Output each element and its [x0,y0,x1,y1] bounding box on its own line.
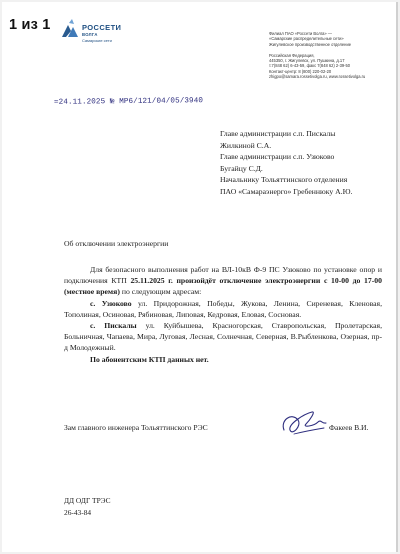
org-line: Российская Федерация, [269,52,315,58]
intro-text-end: по следующим адресам: [119,287,202,297]
ktp-note: По абонентским КТП данных нет. [90,354,209,364]
signer-position: Зам главного инженера Тольяттинского РЭС [64,423,208,432]
org-line: Филиал ПАО «Россети Волга» — [269,31,332,36]
addressee-block [220,128,398,198]
intro-text: Для безопасного выполнения работ на ВЛ-10кВ Ф-9 ПС Узюково по установке опор и подключения КТП [64,265,382,286]
org-line: т.7(848 62) 6-43-59, факс 7(848 62) 2-39-50 [269,63,351,69]
executor-phone: 26-43-84 [64,508,92,517]
intro-paragraph [64,264,382,298]
village-paragraph [64,320,382,354]
addressee-line: Бугайцу С.Д. [220,163,263,173]
addressee-line: Главе администрации с.п. Пискалы [220,129,336,138]
letter-body [64,264,382,365]
outage-date-time: 25.11.2025 г. произойдёт отключение электроэнергии с 10-00 до 17-00 (местное время) [64,276,382,297]
village-streets: ул. Куйбышева, Красногорская, Ставропольская, Пролетарская, Больничная, Чапаева, Мира, Луговая, Лесная, Солнечная, Северная, В.Рыбленкова, Озерная, пр-д Молодежный. [64,321,382,353]
organization-details [269,31,397,79]
addressee-line: Жилкиной С.А. [220,140,272,150]
executor-department: ДД ОДГ ТРЭС [64,496,111,505]
letter-subject: Об отключении электроэнергии [64,239,169,248]
village-name: с. Пискалы [90,321,137,331]
company-logo [60,16,140,48]
logo-branch: Самарские сети [82,38,112,43]
signer-name: Факеев В.И. [329,423,369,432]
village-paragraph [64,298,382,320]
org-line: Контакт-центр: 8 (800) 220-02-20 [269,68,332,74]
addressee-line: Главе администрации с.п. Узюково [220,152,335,162]
village-name: с. Узюково [90,298,132,308]
logo-region: ВОЛГА [82,32,98,37]
addressee-line: ПАО «Самараэнерго» Гребеннюку А.Ю. [220,186,353,196]
logo-name: РОССЕТИ [82,23,122,32]
rosseti-logo-icon [60,19,80,39]
village-streets: ул. Придорожная, Победы, Жукова, Ленина, Сиреневая, Кленовая, Тополиная, Осиновая, Рябиновая, Липовая, Кедровая, Еловая, Сосновая. [64,298,382,319]
handwritten-signature-icon [278,406,330,440]
org-line: 445350, г. Жигулевск, ул. Пушкина, д.17 [269,58,345,64]
page-counter: 1 из 1 [9,17,51,33]
addressee-line: Начальнику Тольяттинского отделения [220,175,348,185]
org-line: «Самарские распределительные сети» [269,36,344,42]
org-line: Жигулевское производственное отделение [269,41,352,47]
document-page [2,2,398,552]
outgoing-reference-number: =24.11.2025 № МР6/121/04/05/3940 [53,97,204,107]
org-line: zhigpo@samara.rossetivolga.ru, www.rossetivolga.ru [269,74,366,80]
